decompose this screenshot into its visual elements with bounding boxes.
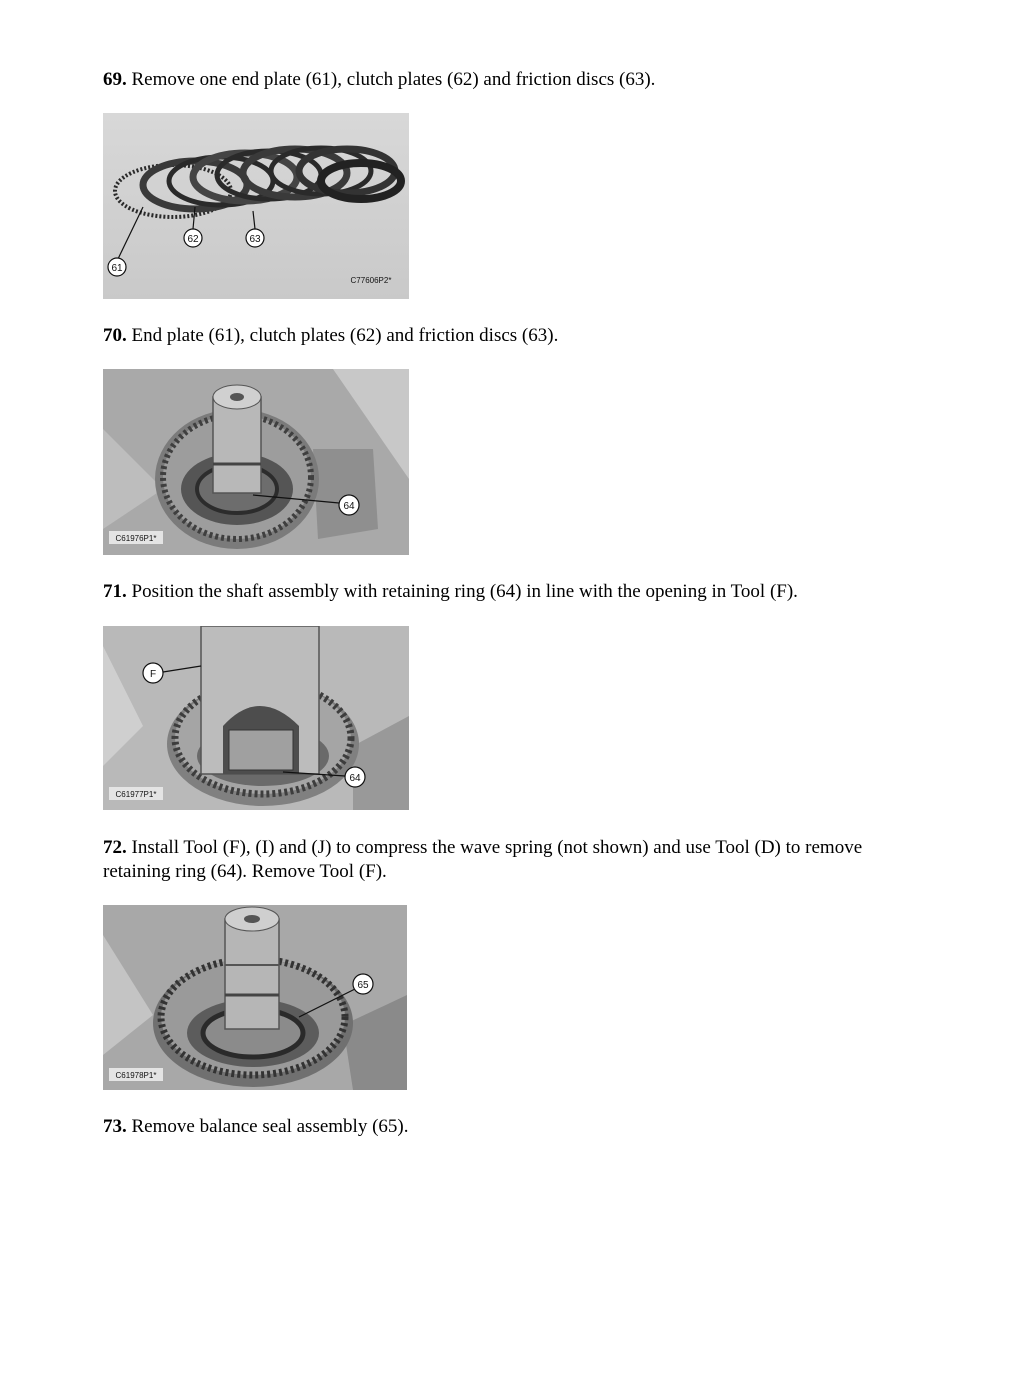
callout-62: 62	[187, 234, 199, 245]
figure-code: C61977P1*	[115, 790, 157, 799]
figure-code: C61978P1*	[115, 1071, 157, 1080]
step-text: Install Tool (F), (I) and (J) to compress the wave spring (not shown) and use Tool (D) to remove retaining ring (64). Remove Tool (F).	[103, 837, 863, 882]
step-number: 69.	[103, 69, 127, 90]
callout-64: 64	[343, 501, 355, 512]
step-72	[103, 836, 903, 884]
figure-code: C61976P1*	[115, 534, 157, 543]
step-text: End plate (61), clutch plates (62) and friction discs (63).	[131, 325, 559, 346]
figure-tool-f-photo	[103, 626, 409, 810]
callout-65: 65	[357, 980, 369, 991]
step-number: 70.	[103, 325, 127, 346]
step-69	[103, 68, 903, 92]
figure-shaft-assembly-photo	[103, 369, 409, 555]
step-71	[103, 580, 903, 604]
callout-63: 63	[249, 234, 261, 245]
callout-61: 61	[111, 263, 123, 274]
step-70	[103, 324, 903, 348]
figure-clutch-plates-photo	[103, 113, 409, 299]
figure-balance-seal-photo	[103, 905, 407, 1090]
step-73	[103, 1115, 903, 1139]
step-text: Position the shaft assembly with retaining ring (64) in line with the opening in Tool (F).	[131, 581, 798, 602]
step-number: 73.	[103, 1116, 127, 1137]
callout-f: F	[149, 669, 157, 680]
step-text: Remove one end plate (61), clutch plates (62) and friction discs (63).	[131, 69, 656, 90]
step-text: Remove balance seal assembly (65).	[131, 1116, 409, 1137]
step-number: 71.	[103, 581, 127, 602]
figure-code: C77606P2*	[350, 276, 392, 285]
callout-64: 64	[349, 773, 361, 784]
step-number: 72.	[103, 837, 127, 858]
